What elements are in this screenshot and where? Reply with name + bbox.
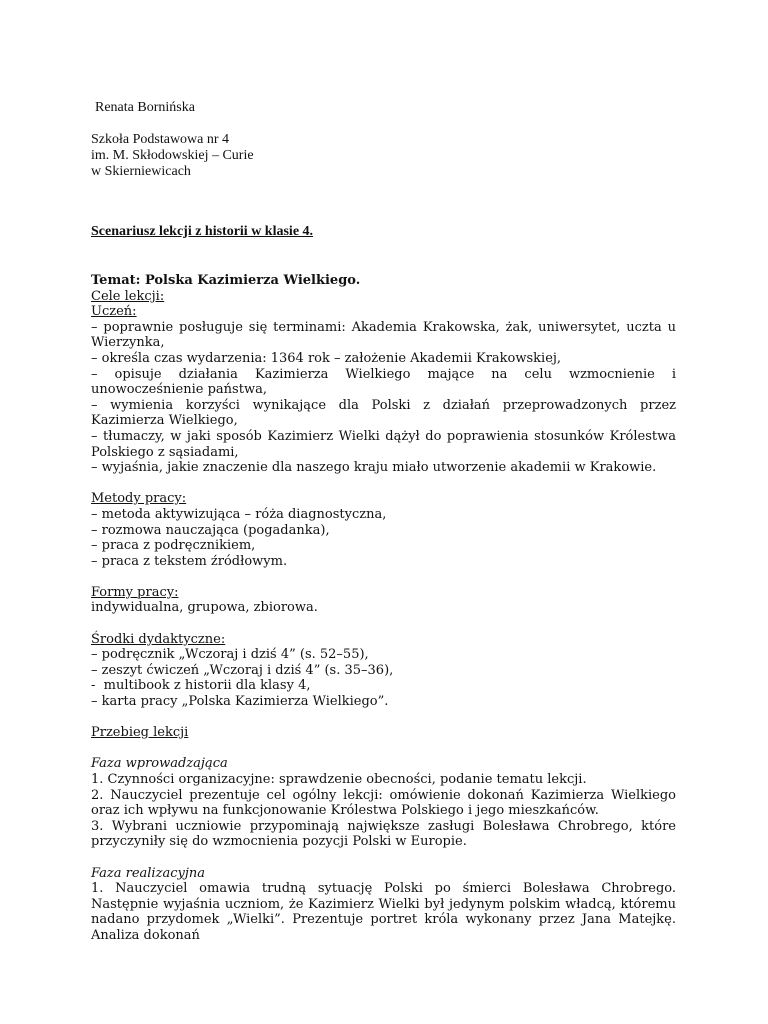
list-item: 1. Czynności organizacyjne: sprawdzenie obecności, podanie tematu lekcji. xyxy=(91,772,587,787)
list-item: – praca z podręcznikiem, xyxy=(91,538,256,554)
document-title: Scenariusz lekcji z historii w klasie 4. xyxy=(91,224,314,239)
goals-subheading: Uczeń: xyxy=(91,304,137,320)
list-item: - multibook z historii dla klasy 4, xyxy=(91,678,311,694)
resources-list xyxy=(91,647,676,709)
author-name: Renata Bornińska xyxy=(95,100,195,115)
methods-section xyxy=(91,491,676,569)
resources-heading: Środki dydaktyczne: xyxy=(91,631,226,647)
list-item: – praca z tekstem źródłowym. xyxy=(91,553,288,569)
methods-heading: Metody pracy: xyxy=(91,491,187,507)
forms-section xyxy=(91,585,676,616)
list-item: 3. Wybrani uczniowie przypominają największe zasługi Bolesława Chrobrego, które przyczyniły się do wzmocnienia pozycji Polski w Europie. xyxy=(91,818,676,850)
lesson-topic: Temat: Polska Kazimierza Wielkiego. xyxy=(91,272,361,288)
goals-section xyxy=(91,289,676,476)
list-item: – zeszyt ćwiczeń „Wczoraj i dziś 4” (s. 35–36), xyxy=(91,662,394,678)
main-phase-heading: Faza realizacyjna xyxy=(91,865,205,881)
list-item: – opisuje działania Kazimierza Wielkiego mające na celu wzmocnienie i unowocześnienie państwa, xyxy=(91,366,676,398)
methods-list xyxy=(91,507,676,569)
list-item: – wymienia korzyści wynikające dla Polski z działań przeprowadzonych przez Kazimierza Wielkiego, xyxy=(91,397,676,429)
course-heading: Przebieg lekcji xyxy=(91,725,189,741)
list-item: – podręcznik „Wczoraj i dziś 4” (s. 52–55), xyxy=(91,647,369,663)
course-section xyxy=(91,725,676,943)
list-item: – poprawnie posługuje się terminami: Akademia Krakowska, żak, uniwersytet, uczta u Wierzynka, xyxy=(91,319,676,351)
school-line-2: im. M. Skłodowskiej – Curie xyxy=(91,148,254,163)
document-page xyxy=(91,100,676,944)
intro-phase-list xyxy=(91,772,676,850)
goals-heading: Cele lekcji: xyxy=(91,288,165,304)
school-line-1: Szkoła Podstawowa nr 4 xyxy=(91,132,230,147)
list-item: – metoda aktywizująca – róża diagnostyczna, xyxy=(91,506,387,522)
forms-heading: Formy pracy: xyxy=(91,584,179,600)
school-info xyxy=(91,132,676,180)
list-item: – określa czas wydarzenia: 1364 rok – założenie Akademii Krakowskiej, xyxy=(91,350,562,366)
school-line-3: w Skierniewicach xyxy=(91,164,191,179)
list-item: 2. Nauczyciel prezentuje cel ogólny lekcji: omówienie dokonań Kazimierza Wielkiego oraz ich wpływu na funkcjonowanie Królestwa Polskiego i jego mieszkańców. xyxy=(91,787,676,819)
main-phase-list xyxy=(91,881,676,943)
list-item: – tłumaczy, w jaki sposób Kazimierz Wielki dążył do poprawienia stosunków Królestwa Polskiego z sąsiadami, xyxy=(91,428,676,460)
resources-section xyxy=(91,632,676,710)
list-item: – wyjaśnia, jakie znaczenie dla naszego kraju miało utworzenie akademii w Krakowie. xyxy=(91,460,657,476)
list-item: 1. Nauczyciel omawia trudną sytuację Polski po śmierci Bolesława Chrobrego. Następnie wyjaśnia uczniom, że Kazimierz Wielki był jedynym polskim władcą, któremu nadano przydomek „Wielki”. Prezentuje portret króla wykonany przez Jana Matejkę. Analiza dokonań xyxy=(91,881,676,943)
goals-list xyxy=(91,320,676,476)
list-item: – karta pracy „Polska Kazimierza Wielkiego”. xyxy=(91,694,389,710)
intro-phase-heading: Faza wprowadzająca xyxy=(91,756,228,772)
list-item: – rozmowa nauczająca (pogadanka), xyxy=(91,522,330,538)
forms-text: indywidualna, grupowa, zbiorowa. xyxy=(91,600,318,616)
